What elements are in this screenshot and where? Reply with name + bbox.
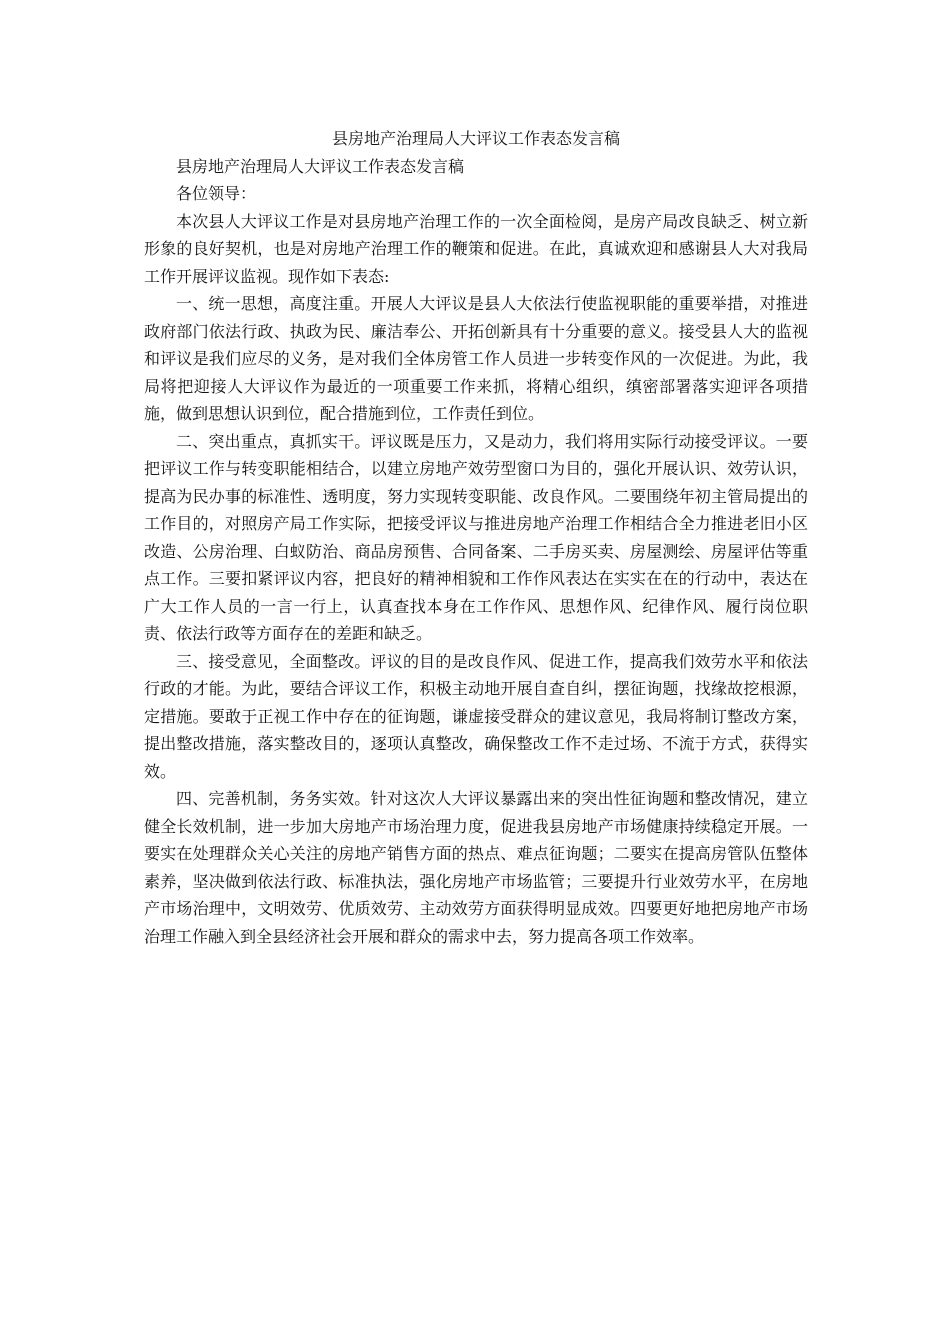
document-title: 县房地产治理局人大评议工作表态发言稿	[331, 129, 620, 148]
paragraph-section-2: 二、突出重点，真抓实干。评议既是压力，又是动力，我们将用实际行动接受评议。一要把评议工作与转变职能相结合，以建立房地产效劳型窗口为目的，强化开展认识、效劳认识，提高为民办事的标准性、透明度，努力实现转变职能、改良作风。二要围绕年初主管局提出的工作目的，对照房产局工作实际，把接受评议与推进房地产治理工作相结合全力推进老旧小区改造、公房治理、白蚁防治、商品房预售、合同备案、二手房买卖、房屋测绘、房屋评估等重点工作。三要扣紧评议内容，把良好的精神相貌和工作作风表达在实实在在的行动中，表达在广大工作人员的一言一行上，认真查找本身在工作作风、思想作风、纪律作风、履行岗位职责、依法行政等方面存在的差距和缺乏。	[144, 431, 808, 643]
paragraph-section-3: 三、接受意见，全面整改。评议的目的是改良作风、促进工作，提高我们效劳水平和依法行政的才能。为此，要结合评议工作，积极主动地开展自查自纠，摆征询题，找缘故挖根源，定措施。要敢于正视工作中存在的征询题，谦虚接受群众的建议意见，我局将制订整改方案，提出整改措施，落实整改目的，逐项认真整改，确保整改工作不走过场、不流于方式，获得实效。	[144, 651, 808, 781]
document-subtitle: 县房地产治理局人大评议工作表态发言稿	[176, 156, 465, 176]
paragraph-intro: 本次县人大评议工作是对县房地产治理工作的一次全面检阅，是房产局改良缺乏、树立新形象的良好契机，也是对房地产治理工作的鞭策和促进。在此，真诚欢迎和感谢县人大对我局工作开展评议监视。现作如下表态:	[144, 211, 808, 286]
paragraph-section-4: 四、完善机制，务务实效。针对这次人大评议暴露出来的突出性征询题和整改情况，建立健全长效机制，进一步加大房地产市场治理力度，促进我县房地产市场健康持续稳定开展。一要实在处理群众关心关注的房地产销售方面的热点、难点征询题；二要实在提高房管队伍整体素养，坚决做到依法行政、标准执法，强化房地产市场监管；三要提升行业效劳水平，在房地产市场治理中，文明效劳、优质效劳、主动效劳方面获得明显成效。四要更好地把房地产市场治理工作融入到全县经济社会开展和群众的需求中去，努力提高各项工作效率。	[144, 789, 808, 946]
salutation: 各位领导：	[176, 184, 257, 203]
document-body	[144, 125, 808, 950]
paragraph-section-1: 一、统一思想，高度注重。开展人大评议是县人大依法行使监视职能的重要举措，对推进政府部门依法行政、执政为民、廉洁奉公、开拓创新具有十分重要的意义。接受县人大的监视和评议是我们应尽的义务，是对我们全体房管工作人员进一步转变作风的一次促进。为此，我局将把迎接人大评议作为最近的一项重要工作来抓，将精心组织，缜密部署落实迎评各项措施，做到思想认识到位，配合措施到位，工作责任到位。	[144, 294, 808, 423]
